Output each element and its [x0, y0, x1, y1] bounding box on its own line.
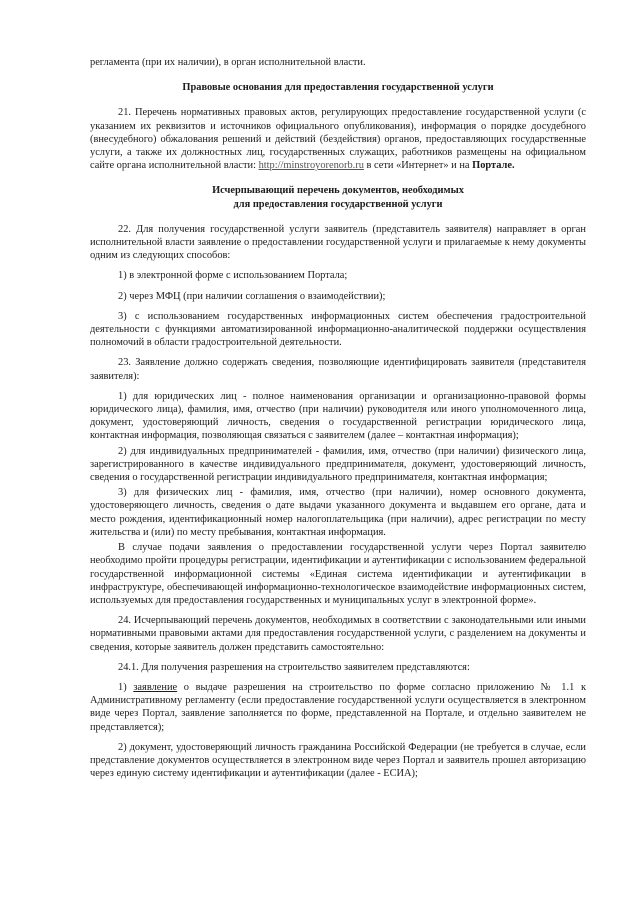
paragraph-22: 22. Для получения государственной услуги заявитель (представитель заявителя) направляет в орган исполнительной власти заявление о предоставлении государственной услуги и прилагаемые к нему документы одним из следующих способов:	[90, 223, 586, 262]
ministry-site-link: http://minstroyorenorb.ru	[258, 160, 364, 172]
paragraph-24: 24. Исчерпывающий перечень документов, необходимых в соответствии с законодательными или иными нормативными правовыми актами для предоставления государственной услуги, с разделением на документы и сведения, которые заявитель должен представить самостоятельно:	[90, 615, 586, 653]
paragraph-24-1-item-1	[90, 681, 586, 734]
section-heading-documents-line2: для предоставления государственной услуги	[233, 198, 443, 210]
paragraph-24-1: 24.1. Для получения разрешения на строительство заявителем представляются:	[118, 661, 470, 673]
paragraph-24-1-item-2: 2) документ, удостоверяющий личность гражданина Российской Федерации (не требуется в случае, если представление документов осуществляется в электронном виде через Портал и заявитель прошел авторизацию через единую систему идентификации и аутентификации (далее - ЕСИА);	[90, 741, 586, 780]
paragraph-21	[90, 106, 586, 172]
paragraph-24-1-item-1-num: 1)	[118, 681, 127, 693]
paragraph-23-item-1: 1) для юридических лиц - полное наименования организации и организационно-правовой формы юридического лица), фамилия, имя, отчество (при наличии) руководителя или иного уполномоченного лица, документ, удостоверяющий личность, сведения о государственной регистрации юридического лица, контактная информация, позволяющая связаться с заявителем (далее – контактная информация);	[90, 390, 586, 442]
paragraph-22-item-3: 3) с использованием государственных информационных систем обеспечения градостроительной деятельности с функциями автоматизированной информационно-аналитической поддержки осуществления полномочий в области градостроительной деятельности.	[90, 310, 586, 349]
paragraph-21-end: Портале.	[472, 160, 515, 172]
application-form-link: заявление	[133, 681, 178, 693]
paragraph-22-item-2: 2) через МФЦ (при наличии соглашения о взаимодействии);	[118, 290, 386, 302]
section-heading-documents	[90, 184, 586, 210]
paragraph-23-item-2: 2) для индивидуальных предпринимателей - фамилия, имя, отчество (при наличии) физического лица, зарегистрированного в качестве индивидуального предпринимателя, документ, удостоверяющий личность, сведения о государственной регистрации индивидуального предпринимателя, контактная информация;	[90, 445, 586, 484]
lead-text: регламента (при их наличии), в орган исполнительной власти.	[90, 57, 366, 68]
section-heading-documents-line1: Исчерпывающий перечень документов, необходимых	[212, 185, 464, 197]
paragraph-21-text: 21. Перечень нормативных правовых актов, регулирующих предоставление государственной услуги (с указанием их реквизитов и источников официального опубликования), информация о порядке досудебного (внесудебного) обжалования решений и действий (бездействия) органов, предоставляющих государственные услуги, а также их должностных лиц, государственных служащих, работников размещены на официальном сайте органа исполнительной власти:	[90, 107, 586, 172]
document-page	[90, 56, 586, 787]
paragraph-21-tail: в сети «Интернет» и на	[366, 160, 470, 172]
paragraph-24-1-item-1-text: о выдаче разрешения на строительство по форме согласно приложению № 1.1 к Административному регламенту (если предоставление государственной услуги осуществляется в электронном виде через Портал, заявление заполняется по форме, представленной на Портале, и отдельно заявителем не представляется);	[90, 681, 586, 733]
paragraph-23: 23. Заявление должно содержать сведения, позволяющие идентифицировать заявителя (представителя заявителя):	[90, 357, 586, 382]
section-heading-legal: Правовые основания для предоставления государственной услуги	[182, 82, 494, 94]
paragraph-22-item-1: 1) в электронной форме с использованием Портала;	[118, 270, 348, 282]
paragraph-23-item-3: 3) для физических лиц - фамилия, имя, отчество (при наличии), номер основного документа, удостоверяющего личность, сведения о дате выдачи указанного документа и выдавшем его органе, дата и место рождения, идентификационный номер налогоплательщика (при наличии), адрес регистрации по месту жительства и (или) по месту пребывания, контактная информация.	[90, 487, 586, 538]
paragraph-23-portal: В случае подачи заявления о предоставлении государственной услуги через Портал заявителю необходимо пройти процедуры регистрации, идентификации и аутентификации с использованием федеральной государственной информационной системы «Единая система идентификации и аутентификации в инфраструктуре, обеспечивающей информационно-технологическое взаимодействие информационных систем, используемых для предоставления государственных и муниципальных услуг в электронной форме».	[90, 542, 586, 606]
